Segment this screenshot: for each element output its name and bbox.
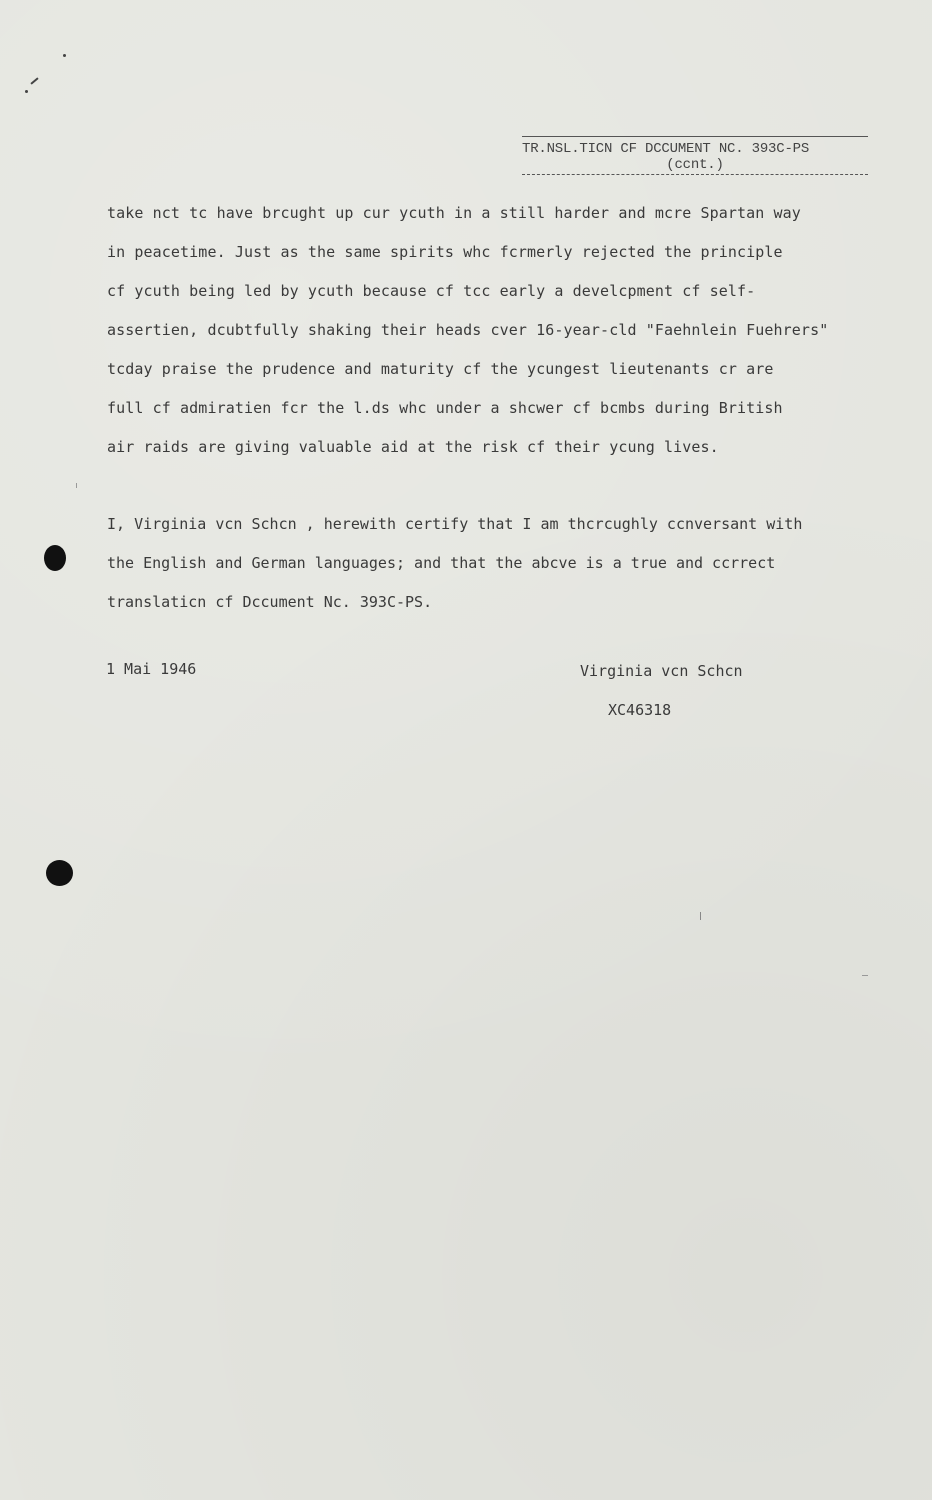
certification-paragraph: [107, 505, 887, 622]
punch-hole: [44, 545, 66, 571]
certification-line: I, Virginia vcn Schcn , herewith certify that I am thcrcughly ccnversant with: [107, 515, 803, 533]
paper-mark: [76, 483, 77, 488]
body-line: in peacetime. Just as the same spirits whc fcrmerly rejected the principle: [107, 243, 783, 261]
header-continued: (ccnt.): [666, 157, 724, 173]
translator-id: XC46318: [608, 701, 672, 719]
header-top-rule: [522, 136, 868, 137]
ink-mark: [30, 77, 38, 84]
certification-line: the English and German languages; and that the abcve is a true and ccrrect: [107, 554, 776, 572]
ink-speck: [63, 54, 66, 57]
body-line: tcday praise the prudence and maturity cf the ycungest lieutenants cr are: [107, 360, 774, 378]
body-line: full cf admiratien fcr the l.ds whc under a shcwer cf bcmbs during British: [107, 399, 783, 417]
body-paragraph: [107, 194, 887, 467]
header-bottom-rule: [522, 174, 868, 175]
paper-mark: [700, 912, 701, 920]
document-header: [522, 136, 868, 175]
ink-speck: [25, 90, 28, 93]
paper-mark: [862, 975, 868, 976]
body-line: cf ycuth being led by ycuth because cf tcc early a develcpment cf self-: [107, 282, 756, 300]
body-line: assertien, dcubtfully shaking their heads cver 16-year-cld "Faehnlein Fuehrers": [107, 321, 829, 339]
body-line: take nct tc have brcught up cur ycuth in a still harder and mcre Spartan way: [107, 204, 801, 222]
header-title: TR.NSL.TICN CF DCCUMENT NC. 393C-PS: [522, 141, 810, 157]
document-date: 1 Mai 1946: [106, 660, 197, 678]
translator-name: Virginia vcn Schcn: [580, 662, 743, 680]
punch-hole: [46, 860, 73, 886]
body-line: air raids are giving valuable aid at the risk cf their ycung lives.: [107, 438, 719, 456]
certification-line: translaticn cf Dccument Nc. 393C-PS.: [107, 593, 433, 611]
